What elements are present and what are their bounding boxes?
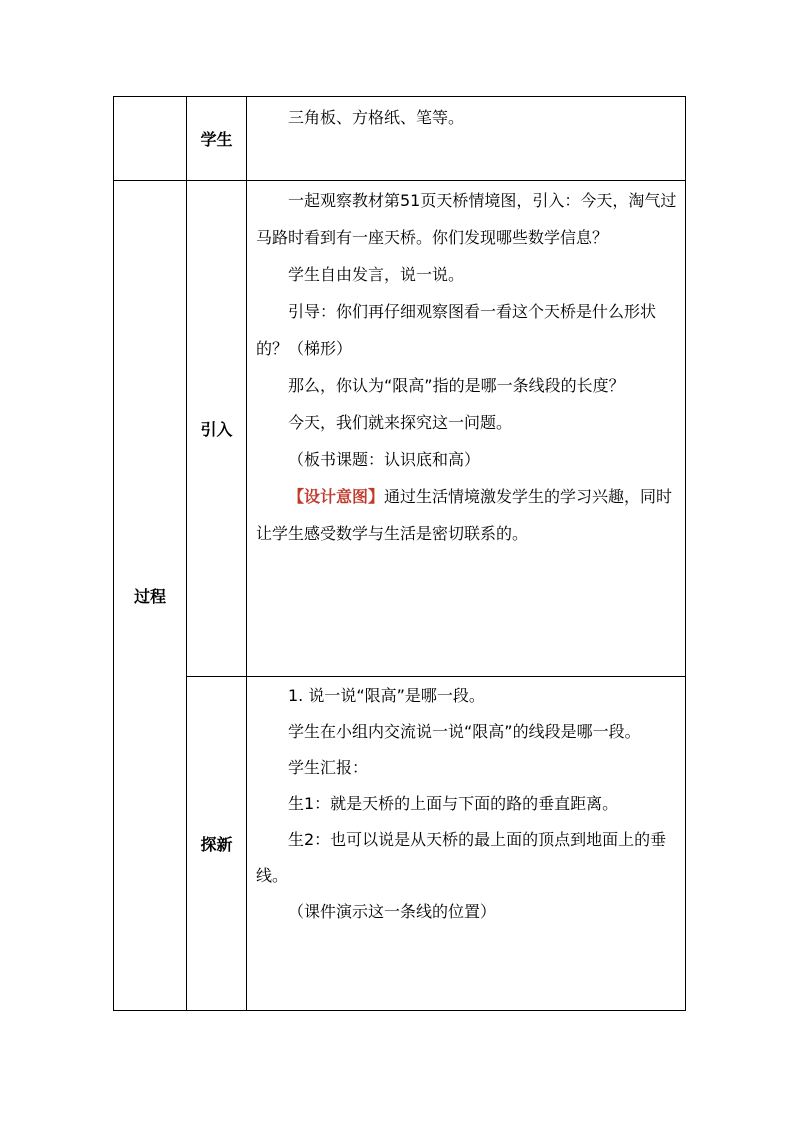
row-explore: [114, 677, 686, 1011]
design-intent-tag: 【设计意图】: [288, 487, 385, 506]
intro-paragraph: 学生自由发言，说一说。: [288, 265, 465, 284]
intro-paragraph: 引导：你们再仔细观察图看一看这个天桥是什么形状的？（梯形）: [256, 302, 657, 358]
cell-intro-content: [247, 181, 686, 677]
explore-paragraph: 1. 说一说“限高”是哪一段。: [288, 686, 485, 705]
intro-paragraph: 一起观察教材第51页天桥情境图，引入：今天，淘气过马路时看到有一座天桥。你们发现哪些数学信息？: [256, 191, 677, 247]
cell-empty: [114, 97, 187, 181]
explore-paragraph: 生1：就是天桥的上面与下面的路的垂直距离。: [288, 794, 619, 813]
cell-explore-content: [247, 677, 686, 1011]
intro-paragraph: 今天，我们就来探究这一问题。: [288, 413, 513, 432]
row-intro: [114, 181, 686, 677]
intro-paragraph: 那么，你认为“限高”指的是哪一条线段的长度？: [288, 376, 625, 395]
student-materials-text: 三角板、方格纸、笔等。: [288, 108, 465, 127]
row-student: [114, 97, 686, 181]
intro-paragraph: （板书课题：认识底和高）: [288, 450, 481, 469]
label-explore: 探新: [187, 677, 247, 1011]
cell-student-materials: [247, 97, 686, 181]
design-intent-paragraph: [256, 478, 677, 552]
explore-paragraph: 生2：也可以说是从天桥的最上面的顶点到地面上的垂线。: [256, 830, 667, 885]
label-student: 学生: [187, 97, 247, 181]
explore-paragraph: （课件演示这一条线的位置）: [288, 902, 497, 921]
explore-paragraph: 学生汇报：: [288, 758, 369, 777]
explore-paragraph: 学生在小组内交流说一说“限高”的线段是哪一段。: [288, 722, 641, 741]
lesson-plan-table: [113, 96, 686, 1011]
label-process: 过程: [114, 181, 187, 1011]
design-intent-text: 通过生活情境激发学生的学习兴趣，同时让学生感受数学与生活是密切联系的。: [256, 487, 673, 543]
label-intro: 引入: [187, 181, 247, 677]
